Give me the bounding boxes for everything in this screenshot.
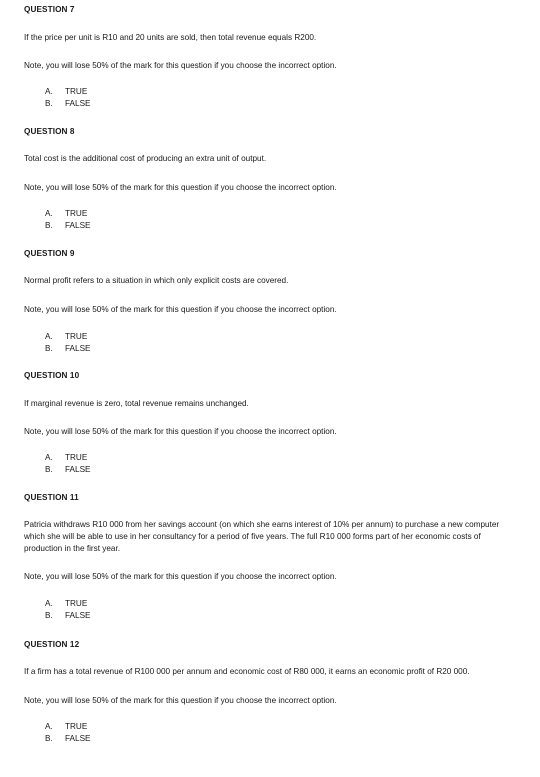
option-label: FALSE bbox=[65, 734, 91, 743]
question-block bbox=[24, 639, 524, 743]
option-b[interactable]: B. FALSE bbox=[45, 221, 91, 230]
answer-options bbox=[45, 721, 91, 745]
question-block bbox=[24, 126, 524, 230]
option-b[interactable]: B. FALSE bbox=[45, 344, 91, 353]
question-title: QUESTION 7 bbox=[24, 5, 75, 14]
option-label: TRUE bbox=[65, 722, 88, 731]
option-a[interactable]: A. TRUE bbox=[45, 87, 88, 96]
question-block bbox=[24, 370, 524, 474]
question-note: Note, you will lose 50% of the mark for this question if you choose the incorrect option. bbox=[24, 183, 337, 192]
option-b[interactable]: B. FALSE bbox=[45, 99, 91, 108]
answer-options bbox=[45, 452, 91, 476]
question-title: QUESTION 8 bbox=[24, 127, 75, 136]
option-label: TRUE bbox=[65, 453, 88, 462]
answer-options bbox=[45, 86, 91, 110]
option-a[interactable]: A. TRUE bbox=[45, 209, 88, 218]
option-label: FALSE bbox=[65, 99, 91, 108]
question-title: QUESTION 9 bbox=[24, 249, 75, 258]
option-a[interactable]: A. TRUE bbox=[45, 599, 88, 608]
option-label: TRUE bbox=[65, 87, 88, 96]
question-title: QUESTION 11 bbox=[24, 493, 79, 502]
option-label: FALSE bbox=[65, 344, 91, 353]
answer-options bbox=[45, 331, 91, 355]
question-note: Note, you will lose 50% of the mark for this question if you choose the incorrect option. bbox=[24, 572, 337, 581]
option-label: FALSE bbox=[65, 611, 91, 620]
answer-options bbox=[45, 598, 91, 622]
question-text: Total cost is the additional cost of producing an extra unit of output. bbox=[24, 154, 267, 163]
question-text: If the price per unit is R10 and 20 units are sold, then total revenue equals R200. bbox=[24, 33, 317, 42]
option-b[interactable]: B. FALSE bbox=[45, 734, 91, 743]
option-a[interactable]: A. TRUE bbox=[45, 453, 88, 462]
option-b[interactable]: B. FALSE bbox=[45, 465, 91, 474]
question-text: If a firm has a total revenue of R100 000 per annum and economic cost of R80 000, it earns an economic profit of R20 000. bbox=[24, 667, 470, 676]
question-note: Note, you will lose 50% of the mark for this question if you choose the incorrect option. bbox=[24, 305, 337, 314]
question-note: Note, you will lose 50% of the mark for this question if you choose the incorrect option. bbox=[24, 696, 337, 705]
option-a[interactable]: A. TRUE bbox=[45, 332, 88, 341]
question-text: Patricia withdraws R10 000 from her savings account (on which she earns interest of 10% per annum) to purchase a new computer which she will be able to use in her consultancy for a period of five years. The full R10 000 forms part of her economic costs of production in the first year. bbox=[24, 520, 500, 553]
question-block bbox=[24, 248, 524, 353]
option-a[interactable]: A. TRUE bbox=[45, 722, 88, 731]
option-label: FALSE bbox=[65, 221, 91, 230]
question-block bbox=[24, 492, 524, 620]
question-title: QUESTION 12 bbox=[24, 640, 80, 649]
option-b[interactable]: B. FALSE bbox=[45, 611, 91, 620]
option-label: TRUE bbox=[65, 332, 88, 341]
question-text: If marginal revenue is zero, total revenue remains unchanged. bbox=[24, 399, 249, 408]
question-text: Normal profit refers to a situation in which only explicit costs are covered. bbox=[24, 276, 289, 285]
question-note: Note, you will lose 50% of the mark for this question if you choose the incorrect option. bbox=[24, 427, 337, 436]
option-label: FALSE bbox=[65, 465, 91, 474]
option-label: TRUE bbox=[65, 599, 88, 608]
option-label: TRUE bbox=[65, 209, 88, 218]
question-note: Note, you will lose 50% of the mark for this question if you choose the incorrect option. bbox=[24, 61, 337, 70]
question-block bbox=[24, 4, 524, 108]
question-title: QUESTION 10 bbox=[24, 371, 80, 380]
answer-options bbox=[45, 208, 91, 232]
